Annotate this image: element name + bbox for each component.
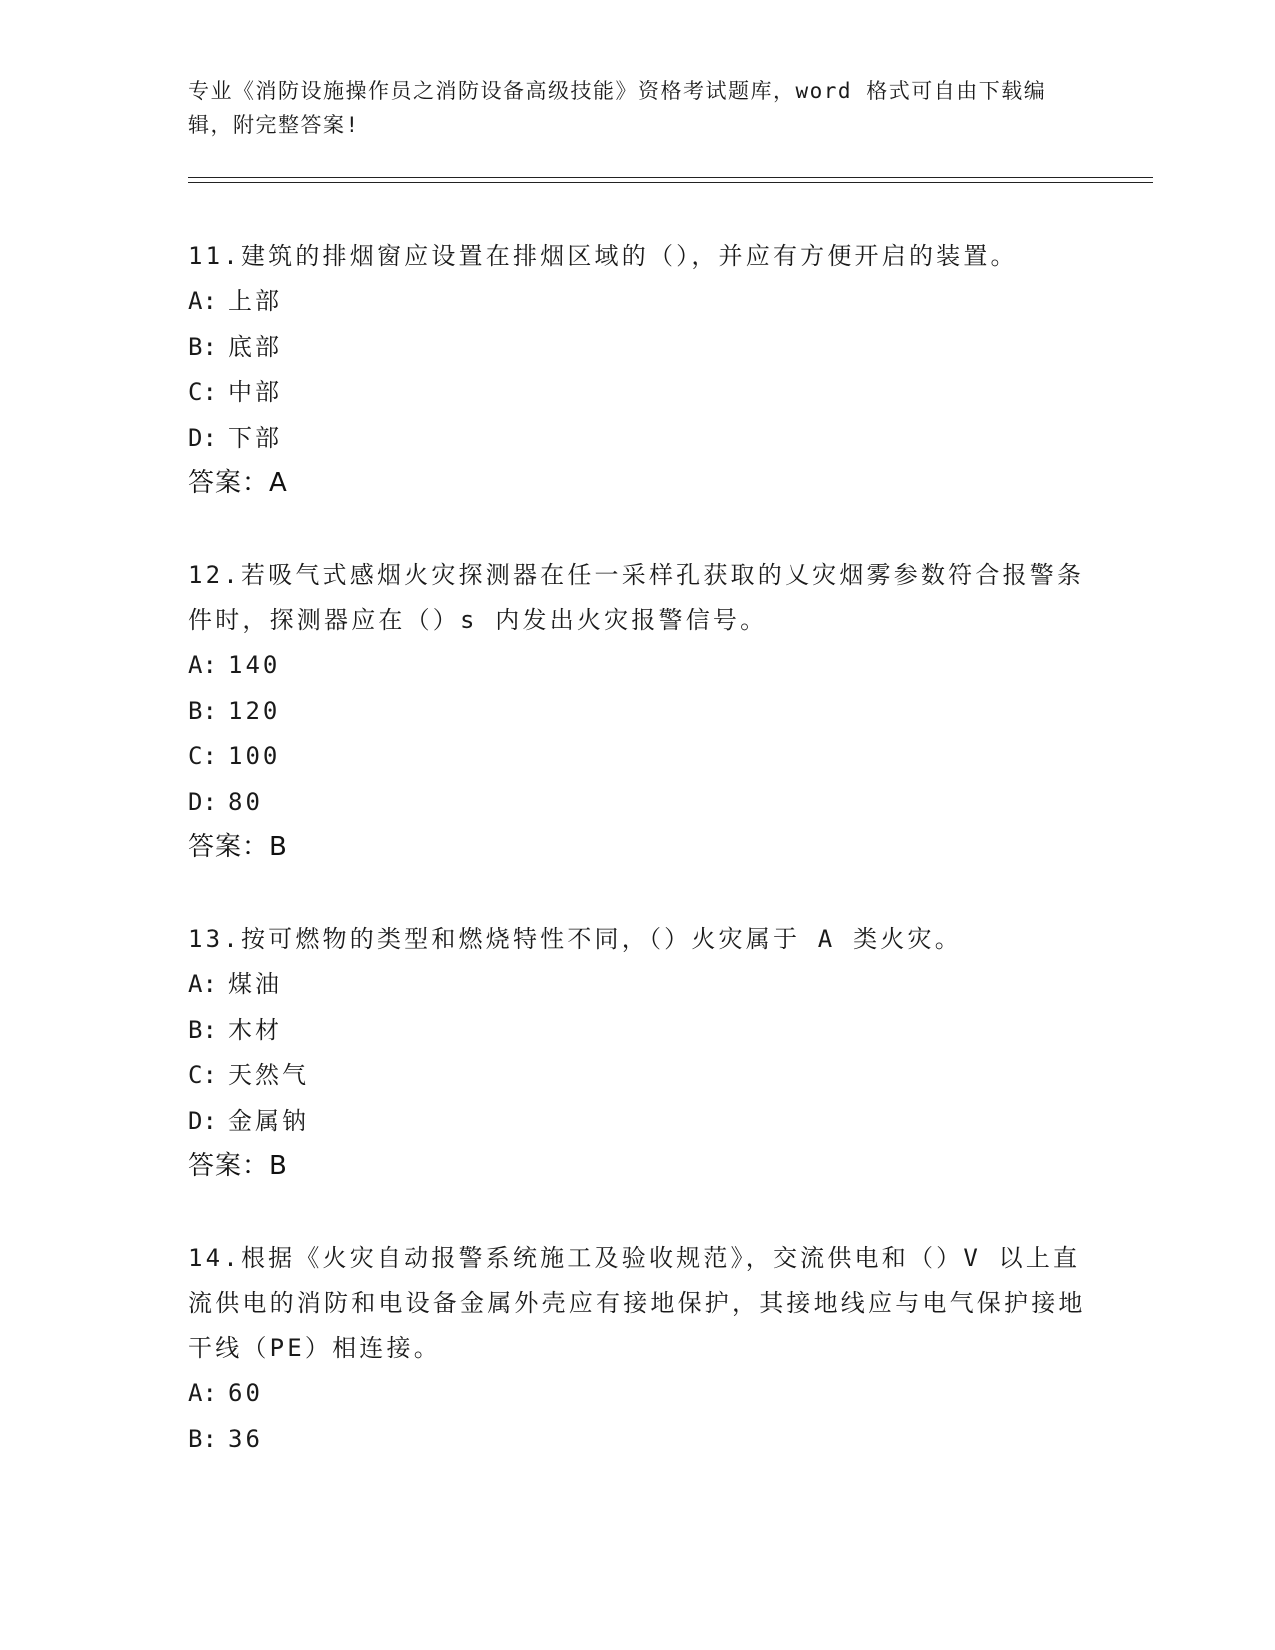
question-12 bbox=[188, 553, 1088, 870]
option-letter: A: bbox=[188, 970, 217, 998]
option-letter: C: bbox=[188, 1061, 217, 1089]
option-b bbox=[188, 689, 1088, 735]
option-letter: B: bbox=[188, 696, 217, 725]
option-c bbox=[188, 734, 1088, 780]
option-letter: D: bbox=[188, 787, 217, 816]
question-text: 14.根据《火灾自动报警系统施工及验收规范》，交流供电和（）V 以上直流供电的消防和电设备金属外壳应有接地保护，其接地线应与电气保护接地干线（PE）相连接。 bbox=[188, 1244, 1086, 1362]
option-letter: C: bbox=[188, 742, 217, 770]
option-a bbox=[188, 279, 1088, 325]
option-letter: B: bbox=[188, 1015, 217, 1044]
option-text: 煤油 bbox=[228, 970, 282, 998]
answer-line: 答案：B bbox=[188, 1151, 288, 1181]
answer-line: 答案：B bbox=[188, 832, 288, 862]
option-text: 60 bbox=[228, 1379, 263, 1407]
document-header: 专业《消防设施操作员之消防设备高级技能》资格考试题库，word 格式可自由下载编辑，附完整答案! bbox=[188, 79, 1047, 137]
header-divider-top bbox=[188, 177, 1153, 178]
option-text: 中部 bbox=[228, 378, 282, 406]
question-text: 12.若吸气式感烟火灾探测器在任一采样孔获取的乂灾烟雾参数符合报警条件时，探测器应在（）s 内发出火灾报警信号。 bbox=[188, 561, 1085, 634]
option-a bbox=[188, 1371, 1088, 1417]
option-c bbox=[188, 1053, 1088, 1099]
option-b bbox=[188, 1008, 1088, 1054]
option-letter: B: bbox=[188, 332, 217, 361]
question-text: 13.按可燃物的类型和燃烧特性不同，（）火灾属于 A 类火灾。 bbox=[188, 925, 962, 953]
option-text: 底部 bbox=[228, 332, 282, 361]
option-text: 80 bbox=[228, 787, 263, 816]
option-letter: D: bbox=[188, 1106, 217, 1135]
option-letter: B: bbox=[188, 1424, 217, 1453]
option-text: 140 bbox=[228, 651, 281, 679]
option-text: 下部 bbox=[228, 423, 282, 452]
option-c bbox=[188, 370, 1088, 416]
option-a bbox=[188, 962, 1088, 1008]
question-13 bbox=[188, 917, 1088, 1189]
option-d bbox=[188, 1099, 1088, 1145]
question-11 bbox=[188, 234, 1088, 506]
option-b bbox=[188, 1417, 1088, 1463]
option-b bbox=[188, 325, 1088, 371]
question-text: 11.建筑的排烟窗应设置在排烟区域的（），并应有方便开启的装置。 bbox=[188, 242, 1018, 270]
option-text: 36 bbox=[228, 1424, 263, 1453]
option-text: 木材 bbox=[228, 1015, 282, 1044]
option-text: 120 bbox=[228, 696, 281, 725]
answer-line: 答案：A bbox=[188, 468, 288, 498]
option-letter: A: bbox=[188, 1379, 217, 1407]
question-14 bbox=[188, 1236, 1088, 1462]
option-d bbox=[188, 780, 1088, 826]
option-letter: A: bbox=[188, 287, 217, 315]
option-text: 天然气 bbox=[228, 1061, 309, 1089]
header-divider-bottom bbox=[188, 182, 1153, 183]
option-text: 金属钠 bbox=[228, 1106, 309, 1135]
option-letter: D: bbox=[188, 423, 217, 452]
option-a bbox=[188, 643, 1088, 689]
option-letter: A: bbox=[188, 651, 217, 679]
option-letter: C: bbox=[188, 378, 217, 406]
option-text: 100 bbox=[228, 742, 281, 770]
option-d bbox=[188, 416, 1088, 462]
option-text: 上部 bbox=[228, 287, 282, 315]
